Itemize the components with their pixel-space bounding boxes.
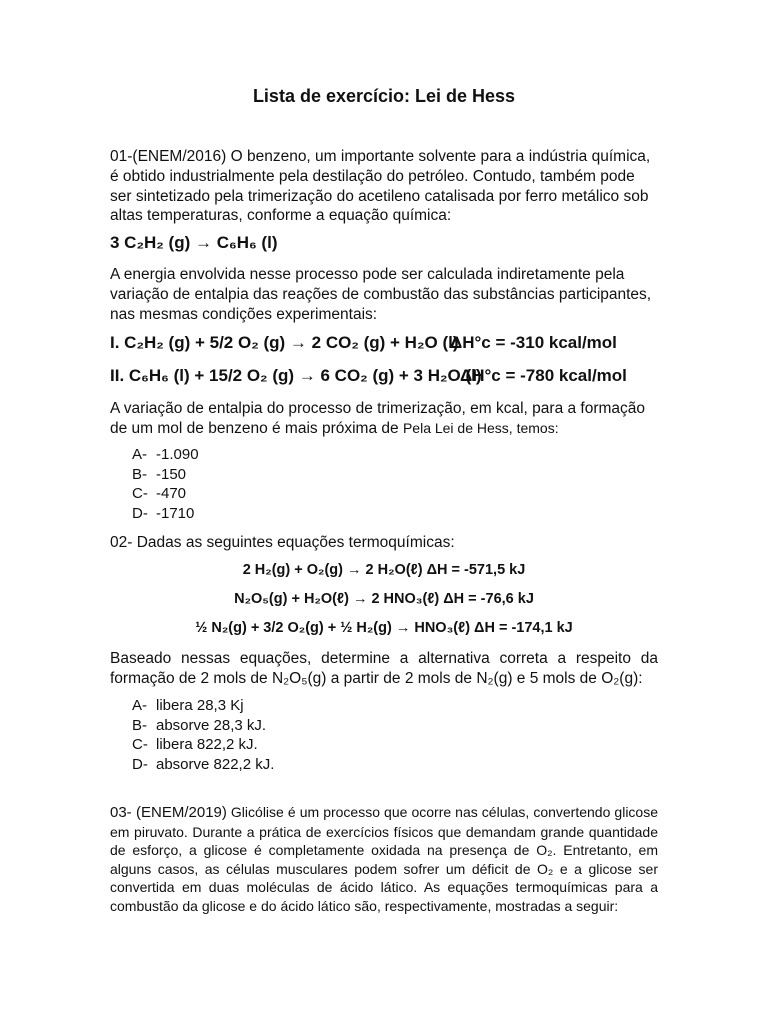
- q3-text: Glicólise é um processo que ocorre nas células, convertendo glicose em piruvato. Durante a prática de exercícios físicos que demandam grande quantidade de esforço, a glicose é completamente oxidada na presença de O₂. Entretanto, em alguns casos, as células musculares podem sofrer um déficit de O₂ e a glicose ser convertida em duas moléculas de ácido lático. As equações termoquímicas para a combustão da glicose e do ácido lático são, respectivamente, mostradas a seguir:: [110, 804, 658, 914]
- option-text: -150: [156, 465, 187, 483]
- q2-intro: 02- Dadas as seguintes equações termoquímicas:: [110, 534, 455, 551]
- option-letter: A-: [132, 446, 147, 463]
- option-letter: D-: [132, 755, 148, 773]
- option-text: -470: [156, 485, 187, 503]
- q2-option-a: [132, 696, 274, 716]
- q1-options-list: [132, 445, 199, 523]
- option-text: -1.090: [156, 446, 199, 463]
- option-letter: C-: [132, 736, 148, 754]
- q2-equation-1: 2 H₂(g) + O₂(g) → 2 H₂O(ℓ) ΔH = -571,5 kJ: [242, 562, 526, 578]
- option-text: libera 28,3 Kj: [156, 697, 244, 714]
- q1-main-equation: 3 C₂H₂ (g) → C₆H₆ (l): [110, 233, 278, 252]
- q1-reaction-1-enthalpy: ΔH°c = -310 kcal/mol: [450, 333, 617, 352]
- option-letter: B-: [132, 465, 147, 483]
- option-text: absorve 28,3 kJ.: [156, 716, 267, 734]
- document-title: Lista de exercício: Lei de Hess: [252, 86, 516, 106]
- q1-option-c: [132, 484, 199, 504]
- q2-option-b: [132, 716, 274, 736]
- q1-reaction-1: I. C₂H₂ (g) + 5/2 O₂ (g) → 2 CO₂ (g) + H₂O (l): [110, 333, 459, 352]
- q2-question: Baseado nessas equações, determine a alternativa correta a respeito da formação de 2 mols de N₂O₅(g) a partir de 2 mols de N₂(g) e 5 mols de O₂(g):: [110, 650, 658, 687]
- q2-equation-3: ½ N₂(g) + 3/2 O₂(g) + ½ H₂(g) → HNO₃(ℓ) ΔH = -174,1 kJ: [195, 620, 573, 636]
- q1-reaction-2-enthalpy: ΔH°c = -780 kcal/mol: [460, 366, 627, 385]
- q1-option-a: [132, 445, 199, 465]
- q1-question-tail: Pela Lei de Hess, temos:: [402, 419, 559, 436]
- option-letter: C-: [132, 485, 148, 503]
- q3-paragraph: [110, 803, 658, 916]
- option-text: libera 822,2 kJ.: [156, 736, 258, 754]
- q1-option-b: [132, 465, 199, 485]
- option-text: absorve 822,2 kJ.: [156, 755, 275, 773]
- q1-question-text: A variação de entalpia do processo de trimerização, em kcal, para a formação de um mol de benzeno é mais próxima de: [110, 400, 646, 437]
- q2-options-list: [132, 696, 274, 774]
- option-text: -1710: [156, 504, 195, 522]
- option-letter: B-: [132, 716, 147, 734]
- option-letter: D-: [132, 504, 148, 522]
- q1-reaction-2: II. C₆H₆ (l) + 15/2 O₂ (g) → 6 CO₂ (g) + 3 H₂O (l): [110, 366, 482, 385]
- q1-question: [110, 399, 658, 439]
- q2-equation-2: N₂O₅(g) + H₂O(ℓ) → 2 HNO₃(ℓ) ΔH = -76,6 kJ: [234, 591, 534, 607]
- option-letter: A-: [132, 697, 147, 714]
- q2-option-c: [132, 735, 274, 755]
- q1-intro: 01-(ENEM/2016) O benzeno, um importante solvente para a indústria química, é obtido industrialmente pela destilação do petróleo. Contudo, também pode ser sintetizado pela trimerização do acetileno catalisada por ferro metálico sob altas temperaturas, conforme a equação química:: [110, 148, 651, 225]
- q1-option-d: [132, 504, 199, 524]
- q1-energy-text: A energia envolvida nesse processo pode ser calculada indiretamente pela variação de entalpia das reações de combustão das substâncias participantes, nas mesmas condições experimentais:: [110, 266, 652, 323]
- q2-option-d: [132, 755, 274, 775]
- q3-head: 03- (ENEM/2019): [110, 804, 227, 821]
